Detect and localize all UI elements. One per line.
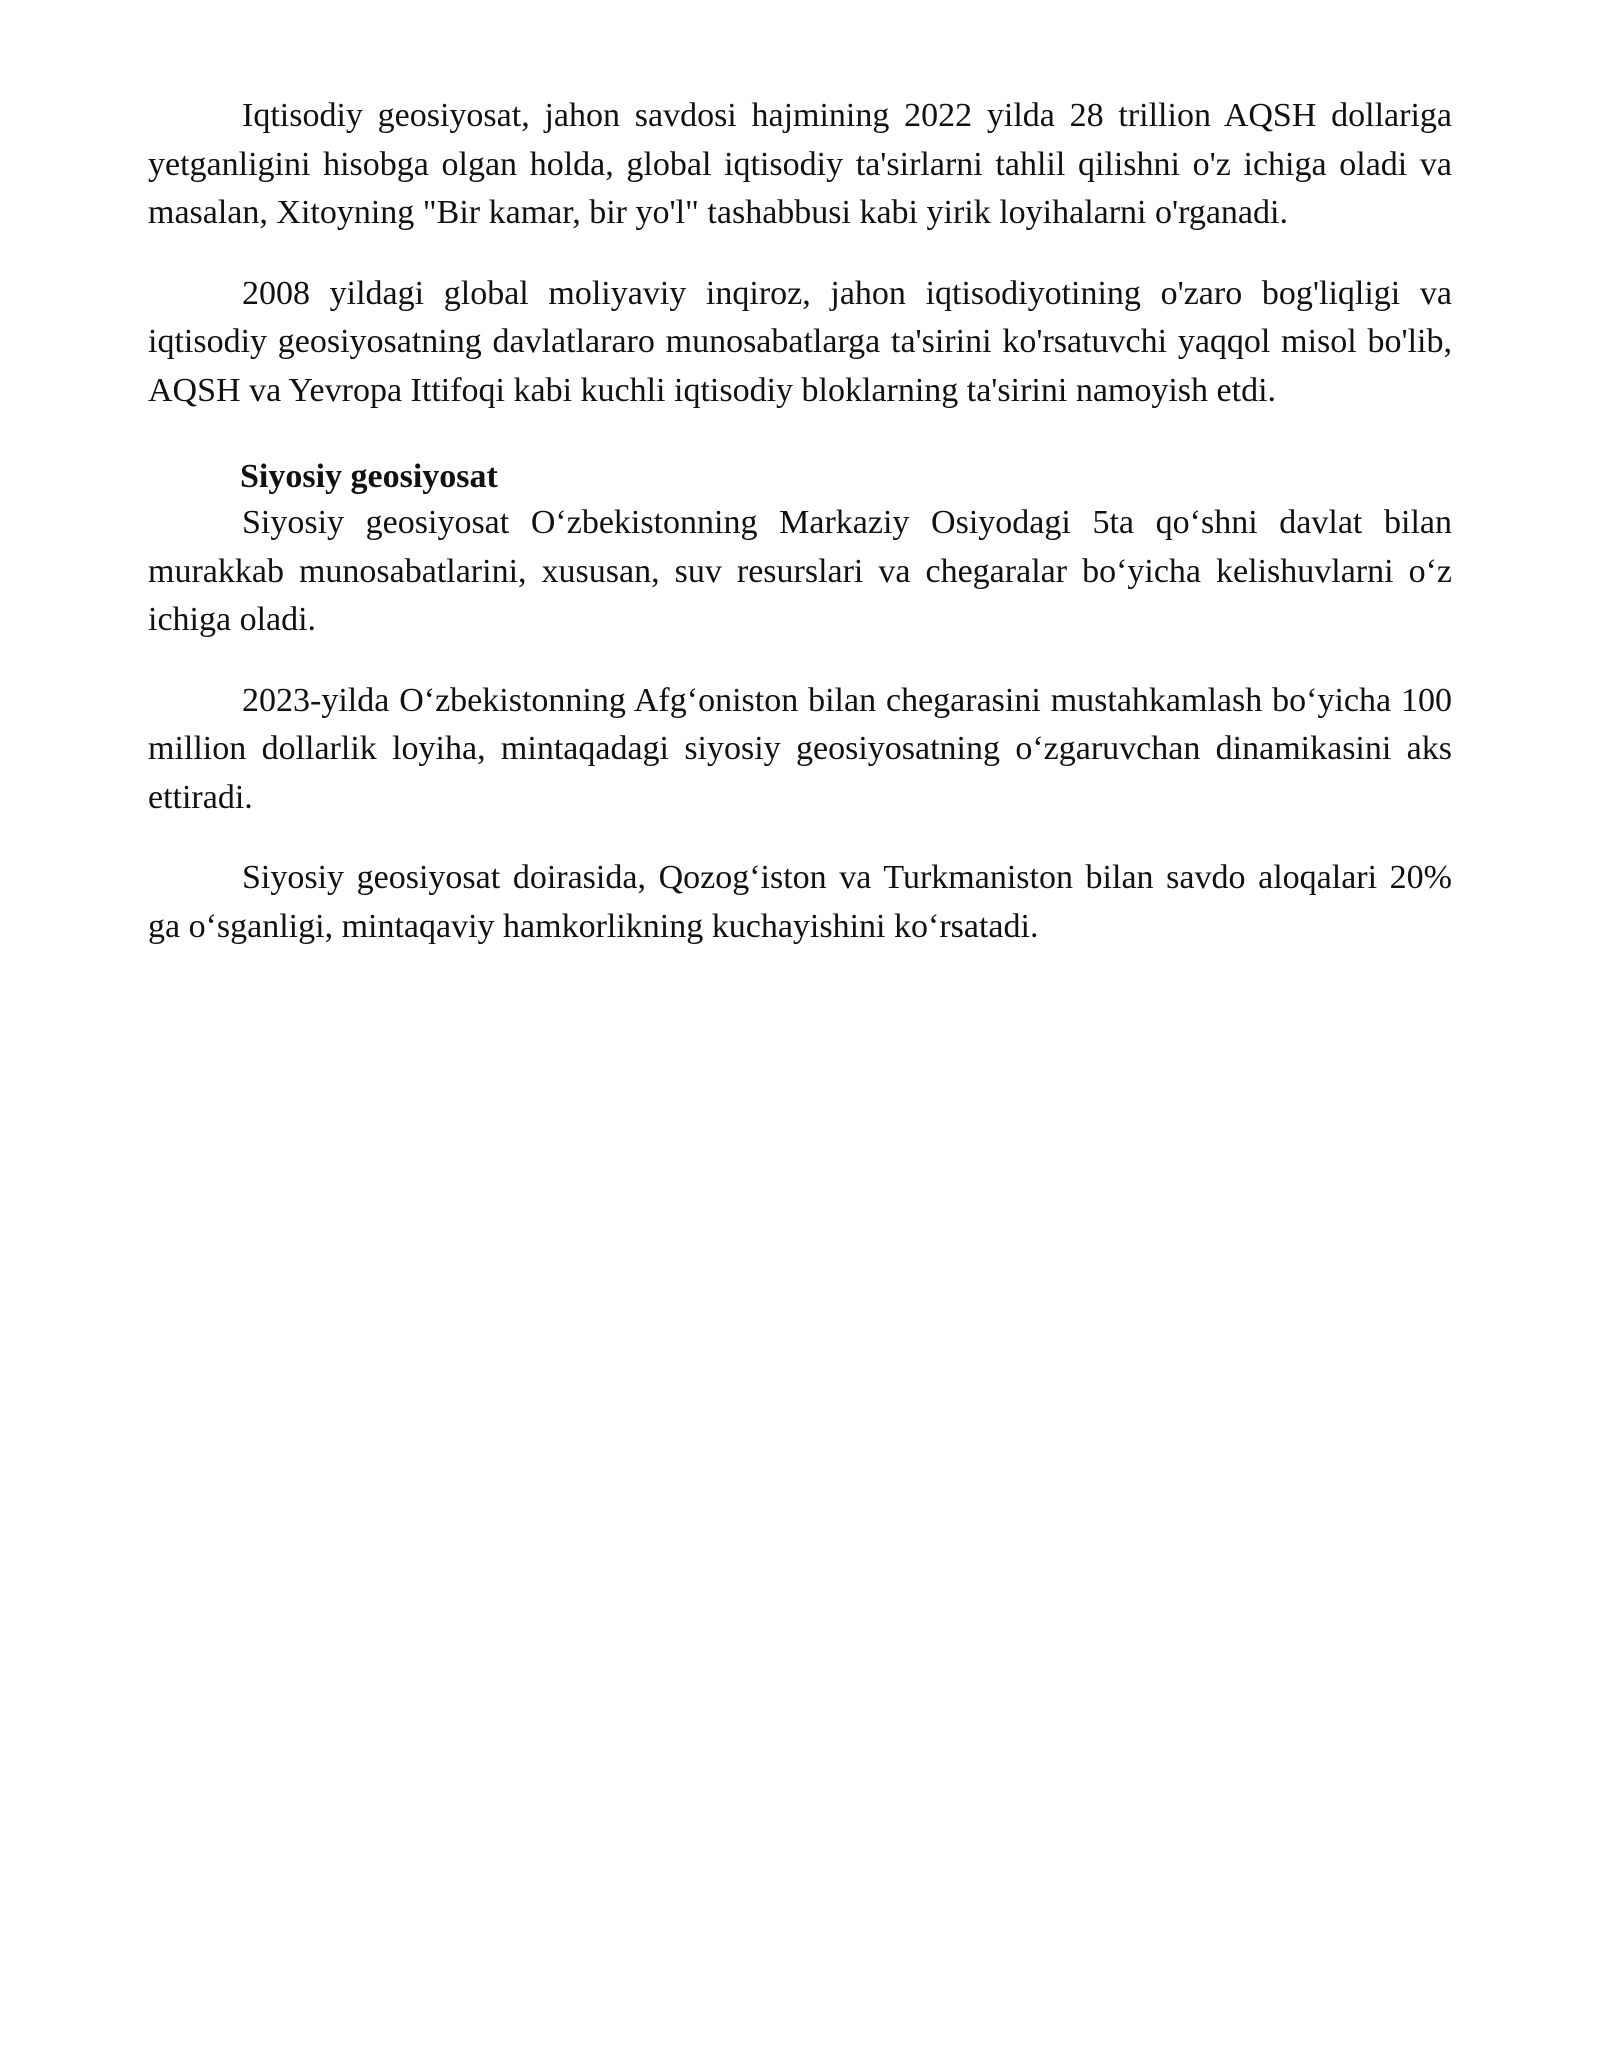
paragraph-trade-growth: Siyosiy geosiyosat doirasida, Qozog‘iston va Turkmaniston bilan savdo aloqalari 20% ga o‘sganligi, mintaqaviy hamkorlikning kuchayishini ko‘rsatadi. xyxy=(148,859,1452,945)
section-heading: Siyosiy geosiyosat xyxy=(240,458,498,495)
paragraph-political-geopolitics: Siyosiy geosiyosat O‘zbekistonning Markaziy Osiyodagi 5ta qo‘shni davlat bilan murakkab munosabatlarini, xususan, suv resurslari va chegaralar bo‘yicha kelishuvlarni o‘z ichiga oladi. xyxy=(148,504,1452,638)
document-body xyxy=(148,92,1452,983)
paragraph-economic-geopolitics: Iqtisodiy geosiyosat, jahon savdosi hajmining 2022 yilda 28 trillion AQSH dollariga yetganligini hisobga olgan holda, global iqtisodiy ta'sirlarni tahlil qilishni o'z ichiga oladi va masalan, Xitoyning "Bir kamar, bir yo'l" tashabbusi kabi yirik loyihalarni o'rganadi. xyxy=(148,97,1452,231)
paragraph-financial-crisis: 2008 yildagi global moliyaviy inqiroz, jahon iqtisodiyotining o'zaro bog'liqligi va iqtisodiy geosiyosatning davlatlararo munosabatlarga ta'sirini ko'rsatuvchi yaqqol misol bo'lib, AQSH va Yevropa Ittifoqi kabi kuchli iqtisodiy bloklarning ta'sirini namoyish etdi. xyxy=(148,274,1452,409)
paragraph-border-project: 2023-yilda O‘zbekistonning Afg‘oniston bilan chegarasini mustahkamlash bo‘yicha 100 million dollarlik loyiha, mintaqadagi siyosiy geosiyosatning o‘zgaruvchan dinamikasini aks ettiradi. xyxy=(148,681,1452,816)
